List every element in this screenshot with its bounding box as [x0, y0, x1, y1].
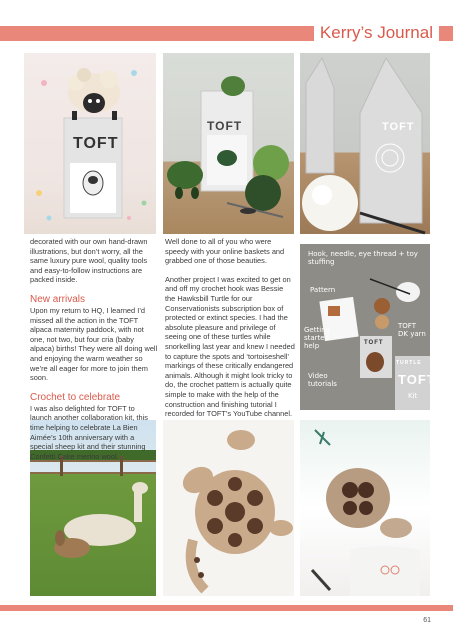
page-title: Kerry’s Journal	[314, 22, 439, 44]
text-column-left	[30, 237, 158, 470]
box-kit-label: Kit	[408, 392, 418, 400]
toft-logo: TOFT	[364, 340, 384, 346]
kit-note-tools: Hook, needle, eye thread + toy stuffing	[308, 250, 418, 266]
photo-turtle-kit	[163, 53, 294, 234]
box-small-label: TURTLE	[396, 360, 422, 366]
photo-crochet-turtle	[163, 420, 294, 596]
photo-kit-collage	[300, 244, 436, 410]
photo-packaging	[300, 53, 430, 234]
page-number: 61	[423, 617, 431, 624]
footer-bar	[0, 605, 453, 611]
toft-logo: TOFT	[398, 372, 436, 387]
heading-new-arrivals: New arrivals	[30, 293, 86, 305]
toft-logo: TOFT	[207, 119, 243, 133]
celebrate-paragraph: I was also delighted for TOFT to launch another collaboration kit, this time helping to celebrate La Bien Aimée’s 10th anniversary with a special sheep kit and their stunning Confetti Cake merino wool.	[30, 403, 148, 461]
intro-paragraph: decorated with our own hand-drawn illustrations, but don’t worry, all the same luxury pure wool, quality tools and easy-to-follow instructions are packed inside.	[30, 237, 148, 285]
turtle-illustration	[163, 420, 294, 596]
kit-note-pattern: Pattern	[310, 286, 336, 294]
toft-logo: TOFT	[382, 121, 415, 133]
text-column-middle	[165, 237, 295, 428]
turtle-kit-illustration	[163, 53, 294, 234]
turtle-paragraph: Another project I was excited to get on and off my crochet hook was Bessie the Hawksbill Turtle for our Conservationists subscription box of protected or extinct species. I had the absolute pleasure and privilege of seeing one of these turtles while snorkelling last year and knew I needed to capture the spots and ‘tortoiseshell’ markings of these critically endangered animals. Although it might look tricky to do, the crochet pattern is actually quite simple to make with the help of the construction and finishing tutorial I recorded for TOFT’s YouTube channel.	[165, 274, 295, 419]
kit-note-yarn: TOFT DK yarn	[398, 322, 426, 338]
packaging-illustration	[300, 53, 430, 234]
kit-note-video: Video tutorials	[308, 372, 337, 388]
heading-crochet-to-celebrate: Crochet to celebrate	[30, 391, 121, 403]
toft-logo: TOFT	[73, 135, 119, 152]
photo-sheep-kit	[24, 53, 156, 234]
new-arrivals-paragraph: Upon my return to HQ, I learned I’d missed all the action in the TOFT alpaca maternity paddock, with not one, not two, but four cria (baby alpaca) births! They were all doing well and enjoying the warm weather so we’re all eager for more to join them soon.	[30, 305, 158, 383]
kit-note-help: Getting started help	[304, 326, 331, 350]
turtle-wip-illustration	[300, 420, 430, 596]
photo-turtle-wip	[300, 420, 430, 596]
baskets-paragraph: Well done to all of you who were speedy with your online baskets and grabbed one of those beauties.	[165, 237, 285, 266]
